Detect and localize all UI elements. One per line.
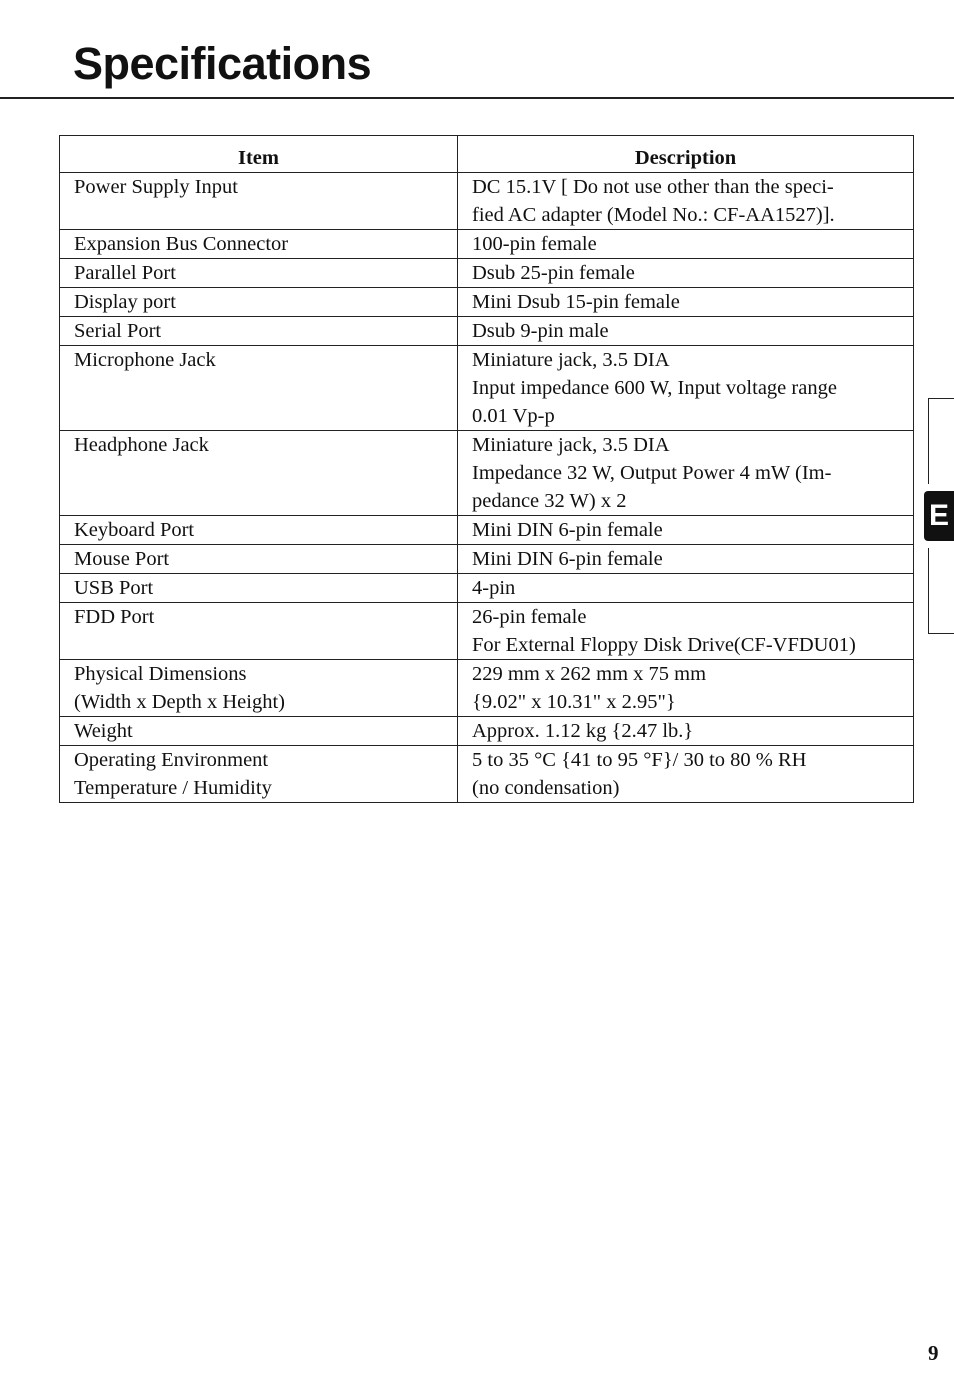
row-description: 5 to 35 °C {41 to 95 °F}/ 30 to 80 % RH (no condensation) <box>458 746 914 803</box>
column-header-description: Description <box>458 136 914 173</box>
page-title: Specifications <box>73 38 372 89</box>
column-header-item: Item <box>60 136 458 173</box>
row-description: Dsub 25-pin female <box>458 259 914 288</box>
section-tab-frame-upper <box>928 398 954 484</box>
table-row <box>60 516 914 545</box>
table-row <box>60 259 914 288</box>
row-description: 26-pin female For External Floppy Disk Drive(CF-VFDU01) <box>458 603 914 660</box>
row-item: Keyboard Port <box>60 516 458 545</box>
row-description: Mini Dsub 15-pin female <box>458 288 914 317</box>
table-row <box>60 431 914 516</box>
page-number: 9 <box>928 1341 939 1365</box>
title-divider <box>0 97 954 99</box>
table-header-row <box>60 136 914 173</box>
table-row <box>60 717 914 746</box>
row-item: Mouse Port <box>60 545 458 574</box>
table-row <box>60 346 914 431</box>
row-description: 229 mm x 262 mm x 75 mm {9.02" x 10.31" x 2.95"} <box>458 660 914 717</box>
row-item: Parallel Port <box>60 259 458 288</box>
table-row <box>60 230 914 259</box>
table-row <box>60 288 914 317</box>
table-row <box>60 746 914 803</box>
row-item: Display port <box>60 288 458 317</box>
row-description: Dsub 9-pin male <box>458 317 914 346</box>
row-description: Miniature jack, 3.5 DIA Impedance 32 W, Output Power 4 mW (Im- pedance 32 W) x 2 <box>458 431 914 516</box>
row-item: Microphone Jack <box>60 346 458 431</box>
row-description: 4-pin <box>458 574 914 603</box>
table-row <box>60 545 914 574</box>
table-row <box>60 317 914 346</box>
table-row <box>60 574 914 603</box>
section-tab-frame-lower <box>928 548 954 634</box>
specifications-table <box>59 135 914 803</box>
row-description: DC 15.1V [ Do not use other than the speci- fied AC adapter (Model No.: CF-AA1527)]. <box>458 173 914 230</box>
table-row <box>60 603 914 660</box>
row-item: Physical Dimensions (Width x Depth x Height) <box>60 660 458 717</box>
row-description: Approx. 1.12 kg {2.47 lb.} <box>458 717 914 746</box>
table-row <box>60 173 914 230</box>
row-item: FDD Port <box>60 603 458 660</box>
row-item: Headphone Jack <box>60 431 458 516</box>
row-description: 100-pin female <box>458 230 914 259</box>
table-row <box>60 660 914 717</box>
section-tab-marker: E <box>924 491 954 541</box>
row-description: Mini DIN 6-pin female <box>458 545 914 574</box>
row-item: USB Port <box>60 574 458 603</box>
row-description: Mini DIN 6-pin female <box>458 516 914 545</box>
row-description: Miniature jack, 3.5 DIA Input impedance 600 W, Input voltage range 0.01 Vp-p <box>458 346 914 431</box>
row-item: Serial Port <box>60 317 458 346</box>
row-item: Weight <box>60 717 458 746</box>
row-item: Power Supply Input <box>60 173 458 230</box>
row-item: Operating Environment Temperature / Humidity <box>60 746 458 803</box>
row-item: Expansion Bus Connector <box>60 230 458 259</box>
